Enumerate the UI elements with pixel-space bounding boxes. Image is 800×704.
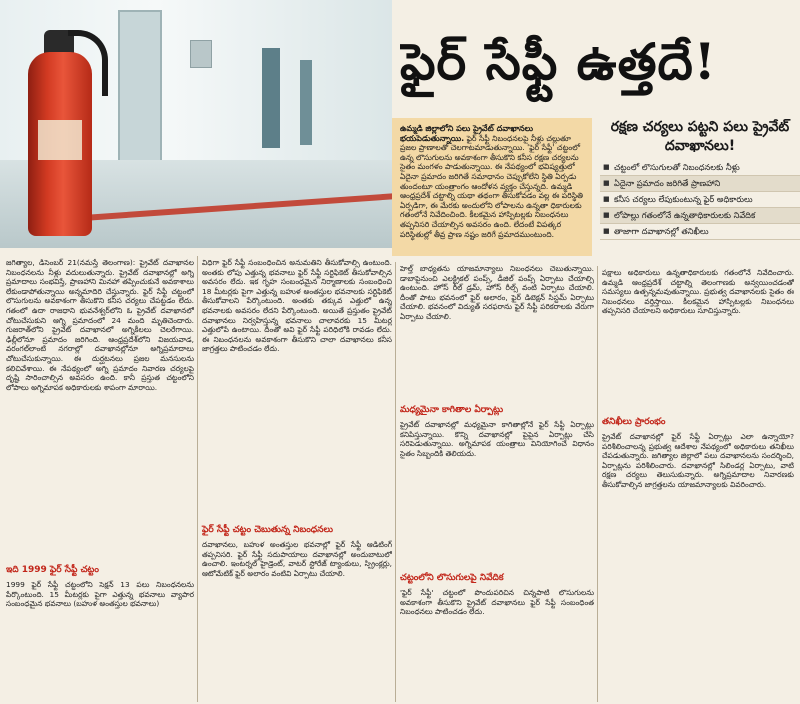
photo-door	[300, 60, 312, 145]
article-column-3b	[400, 420, 594, 570]
column-1-subhead: ఇది 1999 ఫైర్ సేఫ్టీ చట్టం	[6, 565, 99, 575]
highlights-title: రక్షణ చర్యలు పట్టని పలు ప్రైవేట్ దవాఖానలు!	[610, 119, 790, 154]
article-column-2b	[202, 540, 392, 702]
photo-door	[262, 48, 280, 148]
column-divider	[597, 266, 598, 702]
column-3-subhead-2: చట్టంలోని లొసుగులపై నివేదిక	[400, 573, 504, 583]
intro-text: ఫైర్ సేఫ్టీ నిబంధనలపై నీళ్లు చల్లుతూ ప్రజల ప్రాణాలతో చెలగాటమాడుతున్నాయి. 'ఫైర్ సేఫ్టీ' చట్టంలో ఉన్న లొసుగులను అవకాశంగా తీసుకొని కనీస రక్షణ చర్యలను సైతం మంగళం పాడుతున్నాయి. ఈ నేపథ్యంలో భవిష్యత్తులో ఏదైనా ప్రమాదం జరిగితే సమాధానం చెప్పుకోలేని స్థితి ఏర్పడు తుందంటూ యంత్రాంగం ఆందోళన వ్యక్తం చేస్తున్నది. ఉమ్మడి ఆంధ్రప్రదేశ్ చట్టాల్ని యథా తథంగా తీసుకోవడం వల్ల ఈ పరిస్థితి ఏర్పడిగా, ఈ మేరకు అందులోని లోపాలను ఉన్నతా ధికారులకు గతంలోనే నివేదించింది. కీలకమైన హాస్పిటల్లకు నిబంధనలు తప్పనిసరి చేయాల్సిన అవసరం ఉంది. లేదంటే విపత్కర పరిస్థితుల్లో తీవ్ర ప్రాణ నష్టం జరిగే ప్రమాదముంటుంది.	[400, 133, 583, 239]
article-column-4b	[602, 432, 794, 702]
article-column-1	[6, 258, 194, 558]
column-3-subhead: మధ్యమైనా కాగితాల ఏర్పాట్లు	[400, 405, 504, 415]
intro-box	[392, 118, 592, 256]
column-2-subhead: ఫైర్ సేఫ్టీ చట్టం చెబుతున్న నిబంధనలు	[202, 525, 333, 535]
column-divider	[197, 256, 198, 702]
photo-panel	[190, 40, 212, 68]
column-divider	[395, 262, 396, 702]
hospital-corridor-photo	[0, 0, 392, 248]
highlight-item: ■ తాజాగా దవాఖానల్లో తనిఖీలు	[600, 224, 800, 240]
column-text: విధిగా ఫైర్ సేఫ్టీ సంబంధించిన అనుమతిని తీసుకోవాల్సి ఉంటుంది. అంతకు లోపు ఎత్తున్న భవనాలు ఫైర్ సేఫ్టీ సర్టిఫికెట్ తీసుకోవాల్సిన అవసరం లేదు. ఇక గృహ సంబంధమైన నిర్మాణాలకు సంబంధించి 18 మీటర్లకు పైగా ఎత్తున్న బహుళ అంతస్తుల భవనాలకు సర్టిఫికెట్ తీసుకోవాలని పేర్కొంటుంది. అంతకు తక్కువ ఎత్తులో ఉన్న భవనాలకు అవసరం లేదని పేర్కొంటుంది. అయితే ప్రస్తుతం ప్రైవేట్ దవాఖానలు నిర్వహిస్తున్న భవనాలు చాలావరకు 15 మీటర్ల ఎత్తులోపే ఉంటాయి. దీంతో అవి ఫైర్ సేఫ్టీ పరిధిలోకి రావడం లేదు. ఈ నిబంధనలను అవకాశంగా తీసుకొని చాలా దవాఖానలు కనీస జాగ్రత్తలు పాటించడం లేదు.	[202, 258, 392, 354]
article-column-4	[602, 268, 794, 412]
article-column-3c	[400, 588, 594, 702]
column-4-subhead: తనిఖీలు ప్రారంభం	[602, 417, 666, 427]
photo-door	[118, 10, 162, 164]
column-text: జగిత్యాల, డిసెంబర్ 21(నమస్తే తెలంగాణ): ప్రైవేట్ దవాఖానల నిబంధనలను నీళ్లు వదులుతున్నారు. ప్రైవేట్ దవాఖానల్లో అగ్ని ప్రమాదాలు సంభవిస్తే, ప్రాణహాని మినహా తప్పించుకునే అవకాశాలు లేకుండాపోతున్నాయి అన్నమాదిరి చేస్తున్నారు. ఫైర్ సేఫ్టీ చట్టంలో లొసుగులను అవకాశంగా తీసుకొని కనీస చర్యలు చేపట్టడం లేదు. గతంలో ఉదా రాజధాని భువనేశ్వర్‌లోని ఓ ప్రైవేట్ దవాఖానలో చోటుచేసుకుని ఆగ్ని ప్రమాదంలో 24 మంది మృతిచెందారు. గుజరాత్‌లోని ప్రైవేట్ దవాఖానలో అగ్నికీలలు చెలరేగాయి. ఢిల్లీలోనూ ప్రమాదం జరిగింది. ఆంధ్రప్రదేశ్‌లోని విజయవాడ, వరంగల్‌లాంటి నగరాల్లో దవాఖానల్లోనూ అగ్నిప్రమాదాలు చోటుచేసుకున్నాయి. ఈ దుర్ఘటనలు ప్రజల మనసులను కలిచివేశాయి. ఈ నేపథ్యంలో అగ్ని ప్రమాదం నివారణ చర్యలపై దృష్టి సారించాల్సిన అవసరం ఉంది. కానీ ప్రస్తుత చట్టంలోని లోపాలు అగ్నిమాపక అధికారులకు శాపంగా మారాయి.	[6, 258, 194, 392]
column-text: ప్రైవేట్ దవాఖానల్లో ఫైర్ సేఫ్టీ ఏర్పాట్లు ఎలా ఉన్నాయో? పరిశీలించాలన్న ప్రభుత్వ ఆదేశాల నేపథ్యంలో అధికారులు తనిఖీలు చేపడుతున్నారు. జగిత్యాల జిల్లాలో పలు దవాఖానలను సందర్శించి, ఏర్పాట్లను పరిశీలించారు. దవాఖానల్లో సిలిండర్ల ఏర్పాటు, వాటి రక్షణ చర్యలు తెలుసుకున్నారు. అగ్నిప్రమాదాల నివారణకు తీసుకోవాల్సిన జాగ్రత్తలను యాజమాన్యాలకు వివరించారు.	[602, 432, 794, 489]
highlight-item: ■ చట్టంలో లొసుగులతో నిబంధనలకు నీళ్లు	[600, 160, 800, 176]
column-text: పక్షాలు అధికారులు ఉన్నతాధికారులకు గతంలోనే నివేదించారు. ఉమ్మడి ఆంధ్రప్రదేశ్ చట్టాల్ని తెలంగాణకు అన్వయించడంతో సమస్యలు ఉత్పన్నమవుతున్నాయి. ప్రభుత్వ దవాఖానలకు సైతం ఈ నిబంధనలు వర్తిస్తాయి. కీలకమైన హాస్పిటల్లకు నిబంధనలు తప్పనిసరి చేయాలని అధికారులు సూచిస్తున్నారు.	[602, 268, 794, 316]
article-column-3	[400, 264, 594, 402]
column-text: హెల్త్ బాధ్యతను యాజమాన్యాలు నిబంధనలు చెబుతున్నాయి. డాబాపైనుంచి ఎలక్ట్రికల్ పంప్స్, డీజిల్ పంప్స్ ఏర్పాటు చేయాల్సి ఉంటుంది. హోస్ రీల్ డ్రమ్, హోస్ రీల్స్ వంటి ఏర్పాటు చేయాలి. దీంతో పాటు భవనంలో ఫైర్ అలారం, ఫైర్ డిటెక్షన్ సిస్టమ్ ఏర్పాటు చేయాలి. భవనంలో విద్యుత్ సరఫరాను ఫైర్ సేఫ్టీ పరికరాలకు వేరుగా ఏర్పాటు చేయాలి.	[400, 264, 594, 321]
column-text: దవాఖానలు, బహుళ అంతస్తుల భవనాల్లో ఫైర్ సేఫ్టీ ఆడిటింగ్ తప్పనిసరి. ఫైర్ సేఫ్టీ సదుపాయాలు దవాఖానల్లో అందుబాటులో ఉంచాలి. ఇంటర్నల్ హైడ్రెంట్, వాటర్ స్టోరేజ్ ట్యాంకులు, స్ప్రింక్లర్లు, ఆటోమేటిక్ ఫైర్ అలారం వంటివి ఏర్పాటు చేయాలి.	[202, 540, 392, 578]
highlight-item: ■ ఏదైనా ప్రమాదం జరిగితే ప్రాణహాని	[600, 176, 800, 192]
column-text: 'ఫైర్ సేఫ్టీ' చట్టంలో పొందుపరిచిన చిన్నపాటి లొసుగులను అవకాశంగా తీసుకొని ప్రైవేట్ దవాఖానలు ఫైర్ సేఫ్టీ సంబంధింత నిబంధనలు పాటించడం లేదు.	[400, 588, 594, 617]
fire-extinguisher-label	[38, 120, 82, 160]
highlight-item: ■ కనీస చర్యలు లేపుకుంటున్న ఫైర్ అధికారులు	[600, 192, 800, 208]
highlights-panel	[600, 118, 800, 264]
highlights-list	[600, 160, 800, 240]
column-text: 1999 ఫైర్ సేఫ్టీ చట్టంలోని సెక్షన్ 13 పలు నిబంధనలను పేర్కొంటుంది. 15 మీటర్లకు పైగా ఎత్తున్న భవనాలు వ్యాపార సంబంధమైన భవనాలు (బహుళ అంతస్తుల భవనాలు)	[6, 580, 194, 609]
column-text: ప్రైవేట్ దవాఖానల్లో మధ్యమైనా కాగితాల్లోనే ఫైర్ సేఫ్టీ ఏర్పాట్లు కనిపిస్తున్నాయి. కొన్ని దవాఖానల్లో పైపైన ఏర్పాట్లు చేసి సరిపెడుతున్నాయి. అగ్నిమాపక యంత్రాలు వినియోగించే విధానం సైతం సిబ్బందికి తెలియదు.	[400, 420, 594, 458]
highlight-item: ■ లోపాల్లు గతంలోనే ఉన్నతాధికారులకు నివేదిక	[600, 208, 800, 224]
article-column-1b	[6, 580, 194, 702]
article-column-2	[202, 258, 392, 518]
intro-title: ఉమ్మడి జిల్లాలోని పలు ప్రైవేట్ దవాఖానలు భయపెడుతున్నాయి.	[400, 124, 534, 143]
headline: ఫైర్ సేఫ్టీ ఉత్తదే!	[400, 32, 717, 91]
